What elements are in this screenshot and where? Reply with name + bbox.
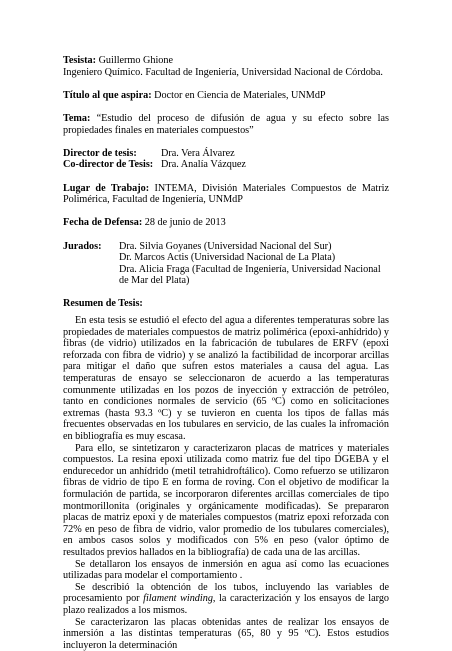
resumen-paragraph: [63, 582, 389, 617]
fecha-label: Fecha de Defensa:: [63, 217, 142, 228]
fecha-value: 28 de junio de 2013: [145, 217, 226, 228]
resumen-paragraph: En esta tesis se estudió el efecto del agua a diferentes temperaturas sobre las propiedades de materiales compuestos de matriz polimérica (epoxi-anhídrido) y fibras (de vidrio) utilizados en la fabricación de tubulares de ERFV (epoxi reforzada con fibra de vidrio) y se analizó la factibilidad de incorporar arcillas para mitigar el daño que sufren estos materiales a causa del agua. Las temperaturas de ensayo se seleccionaron de acuerdo a las temperaturas comunmente utilizadas en los pozos de inyección y extracción de petróleo, tanto en condiciones normales de servicio (65 ºC) como en solicitaciones extremas (hasta 93.3 ºC) y se tuvieron en cuenta los tipos de fallas más frecuentes observadas en los tubulares en servicio, de las cuales la infromación en bibliografía es muy escasa.: [63, 315, 389, 443]
resumen-paragraph: Se detallaron los ensayos de inmersión en agua así como las ecuaciones utilizadas para modelar el comportamiento .: [63, 559, 389, 582]
tema-label: Tema:: [63, 113, 90, 124]
tesista-block: [63, 55, 389, 78]
resumen-block: [63, 298, 389, 651]
director-row: [63, 148, 389, 160]
codirector-value: Dra. Analía Vázquez: [161, 159, 389, 171]
director-label: Director de tesis:: [63, 148, 161, 160]
codirector-label: Co-director de Tesis:: [63, 159, 161, 171]
tesista-name: Guillermo Ghione: [99, 55, 173, 66]
codirector-row: [63, 159, 389, 171]
resumen-p4-post: , la caracterización y los ensayos de largo plazo realizados a los mismos.: [63, 593, 389, 616]
titulo-label: Título al que aspira:: [63, 90, 152, 101]
resumen-p4-pre: Se describió la obtención de los tubos, incluyendo las variables de procesamiento por: [63, 582, 389, 605]
tesista-affiliation: Ingeniero Químico. Facultad de Ingeniería, Universidad Nacional de Córdoba.: [63, 67, 389, 79]
lugar-block: [63, 183, 389, 206]
resumen-paragraph: Se caracterizaron las placas obtenidas antes de realizar los ensayos de inmersión a las distintas temperaturas (65, 80 y 95 ºC). Estos estudios incluyeron la determinación: [63, 617, 389, 651]
resumen-p4-emphasis: filament winding: [143, 593, 213, 604]
tema-block: [63, 113, 389, 136]
tesista-line: [63, 55, 389, 67]
lugar-label: Lugar de Trabajo:: [63, 183, 149, 194]
jurados-list: [119, 241, 389, 287]
titulo-value: Doctor en Ciencia de Materiales, UNMdP: [154, 90, 325, 101]
directors-block: [63, 148, 389, 171]
director-value: Dra. Vera Álvarez: [161, 148, 389, 160]
resumen-label: Resumen de Tesis:: [63, 298, 143, 309]
thesis-summary: [63, 55, 389, 651]
resumen-paragraph: Para ello, se sintetizaron y caracterizaron placas de matrices y materiales compuestos. La resina epoxi utilizada como matriz fue del tipo DGEBA y el endurecedor un anhídrido (metil tetrahidroftálico). Como refuerzo se utilizaron fibras de vidrio de tipo E en forma de roving. Con el objetivo de modificar la formulación de partida, se incorporaron diferentes arcillas comerciales de tipo montmorillonita (originales y orgánicamente modificadas). Se prepararon placas de matriz epoxi y de materiales compuestos (matriz epoxi reforzada con 72% en peso de fibra de vidrio, valor promedio de los tubulares comerciales), en ambos casos solos y modificados con 5% en peso (valor óptimo de resultados previos hallados en la bibliografía) de cada una de las arcillas.: [63, 443, 389, 559]
jurados-label: Jurados:: [63, 241, 119, 287]
titulo-block: [63, 90, 389, 102]
lugar-value: INTEMA, División Materiales Compuestos de Matriz Polimérica, Facultad de Ingeniería, UNMdP: [63, 183, 389, 206]
tema-value: “Estudio del proceso de difusión de agua y su efecto sobre las propiedades finales en materiales compuestos”: [63, 113, 389, 136]
jurado-item: Dra. Silvia Goyanes (Universidad Nacional del Sur): [119, 241, 389, 253]
fecha-block: [63, 217, 389, 229]
jurados-block: [63, 241, 389, 287]
jurado-item: Dr. Marcos Actis (Universidad Nacional de La Plata): [119, 252, 389, 264]
jurado-item: Dra. Alicia Fraga (Facultad de Ingeniería, Universidad Nacional de Mar del Plata): [119, 264, 389, 287]
tesista-label: Tesista:: [63, 55, 96, 66]
